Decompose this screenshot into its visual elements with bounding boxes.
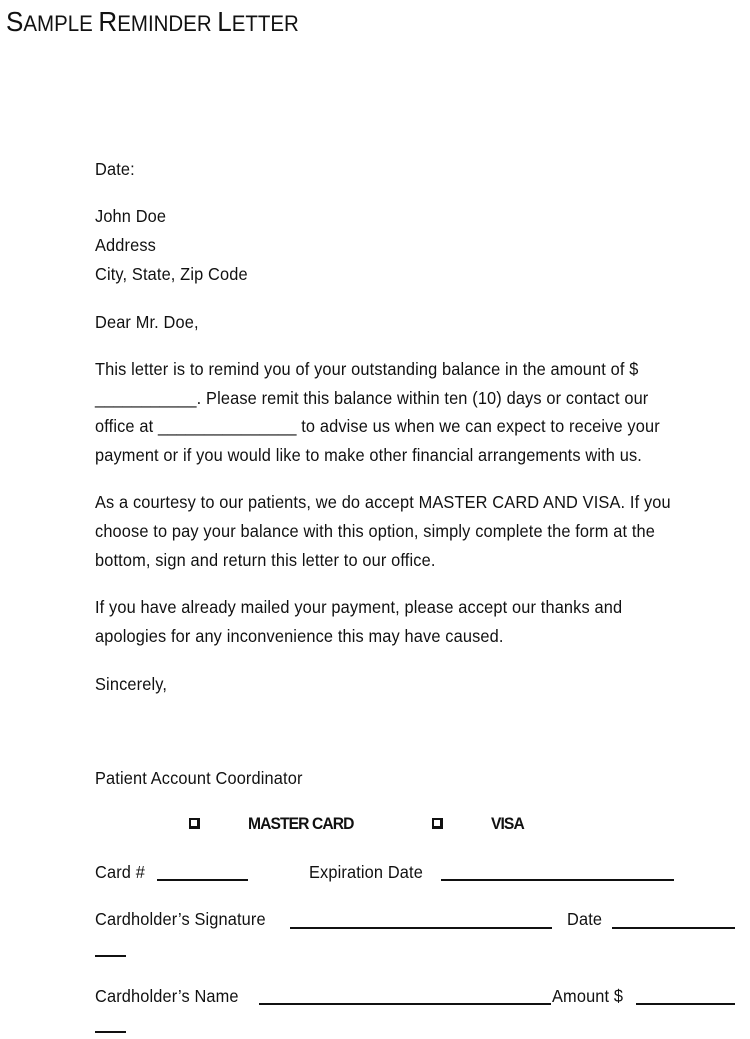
signature-date-field-continued[interactable] [95,955,126,957]
signature-date-field[interactable] [612,927,735,929]
amount-label: Amount $ [552,986,624,1006]
recipient-address: Address [95,235,157,255]
paragraph2-line2: choose to pay your balance with this option, simply complete the form at the [95,521,656,541]
paragraph3-line1: If you have already mailed your payment, please accept our thanks and [95,597,623,617]
paragraph1-line3: office at _______________ to advise us when we can expect to receive your [95,416,660,436]
card-number-field[interactable] [157,879,248,881]
recipient-city-line: City, State, Zip Code [95,264,248,284]
cardholder-signature-field[interactable] [290,927,552,929]
signature-date-label: Date [567,909,603,929]
salutation: Dear Mr. Doe, [95,312,199,332]
paragraph2-line1: As a courtesy to our patients, we do accept MASTER CARD AND VISA. If you [95,492,671,512]
cardholder-name-label: Cardholder’s Name [95,986,239,1006]
visa-label: VISA [491,814,524,833]
expiration-date-label: Expiration Date [309,862,423,882]
paragraph3-line2: apologies for any inconvenience this may have caused. [95,626,504,646]
paragraph2-line3: bottom, sign and return this letter to our office. [95,550,436,570]
paragraph1-line4: payment or if you would like to make other financial arrangements with us. [95,445,642,465]
amount-field[interactable] [636,1003,735,1005]
date-label: Date: [95,159,135,179]
page-title: SAMPLE REMINDER LETTER [6,6,299,37]
paragraph1-line1: This letter is to remind you of your outstanding balance in the amount of $ [95,359,639,379]
signer-title: Patient Account Coordinator [95,768,303,788]
visa-checkbox[interactable] [432,818,443,829]
amount-field-continued[interactable] [95,1031,126,1033]
cardholder-signature-label: Cardholder’s Signature [95,909,266,929]
closing: Sincerely, [95,674,168,694]
expiration-date-field[interactable] [441,879,674,881]
card-number-label: Card # [95,862,145,882]
mastercard-checkbox[interactable] [189,818,200,829]
mastercard-label: MASTER CARD [248,814,354,833]
paragraph1-line2: ___________. Please remit this balance within ten (10) days or contact our [95,388,649,408]
recipient-name: John Doe [95,206,167,226]
cardholder-name-field[interactable] [259,1003,551,1005]
